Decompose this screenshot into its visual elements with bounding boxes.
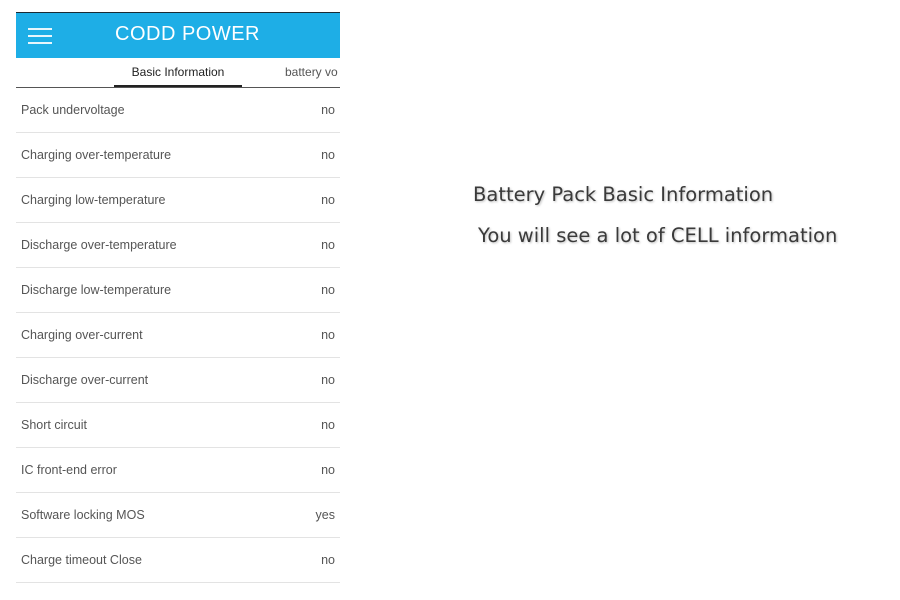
item-label: Discharge over-temperature [21, 238, 177, 252]
item-value: no [321, 418, 335, 432]
hamburger-menu-icon[interactable] [24, 21, 56, 49]
tab-basic-information[interactable]: Basic Information [114, 58, 242, 87]
menu-line [28, 42, 52, 44]
list-item [16, 88, 340, 133]
item-label: Discharge low-temperature [21, 283, 172, 297]
caption-subtitle: You will see a lot of CELL information [478, 224, 838, 247]
item-value: no [321, 238, 335, 252]
item-value: yes [315, 508, 335, 522]
item-value: no [321, 463, 335, 477]
item-value: no [321, 328, 335, 342]
list-item [16, 313, 340, 358]
list-item [16, 448, 340, 493]
item-label: Charge timeout Close [21, 553, 142, 567]
app-screenshot [16, 12, 340, 592]
item-label: Charging low-temperature [21, 193, 166, 207]
app-title: CODD POWER [115, 23, 260, 45]
list-item [16, 268, 340, 313]
item-value: no [321, 148, 335, 162]
tab-battery-voltage[interactable]: battery vo [285, 65, 338, 79]
app-bar [16, 13, 340, 58]
item-label: Pack undervoltage [21, 103, 125, 117]
item-label: Charging over-temperature [21, 148, 172, 162]
list-item [16, 403, 340, 448]
list-item [16, 178, 340, 223]
item-label: Short circuit [21, 418, 87, 432]
tab-bar [16, 58, 340, 88]
item-value: no [321, 373, 335, 387]
item-label: Discharge over-current [21, 373, 149, 387]
item-label: IC front-end error [21, 463, 117, 477]
item-label: Software locking MOS [21, 508, 145, 522]
status-list [16, 88, 340, 583]
list-item [16, 538, 340, 583]
item-value: no [321, 103, 335, 117]
list-item [16, 493, 340, 538]
list-item [16, 358, 340, 403]
item-value: no [321, 283, 335, 297]
item-label: Charging over-current [21, 328, 143, 342]
menu-line [28, 28, 52, 30]
list-item [16, 223, 340, 268]
caption-title: Battery Pack Basic Information [473, 183, 774, 206]
menu-line [28, 35, 52, 37]
item-value: no [321, 553, 335, 567]
list-item [16, 133, 340, 178]
item-value: no [321, 193, 335, 207]
